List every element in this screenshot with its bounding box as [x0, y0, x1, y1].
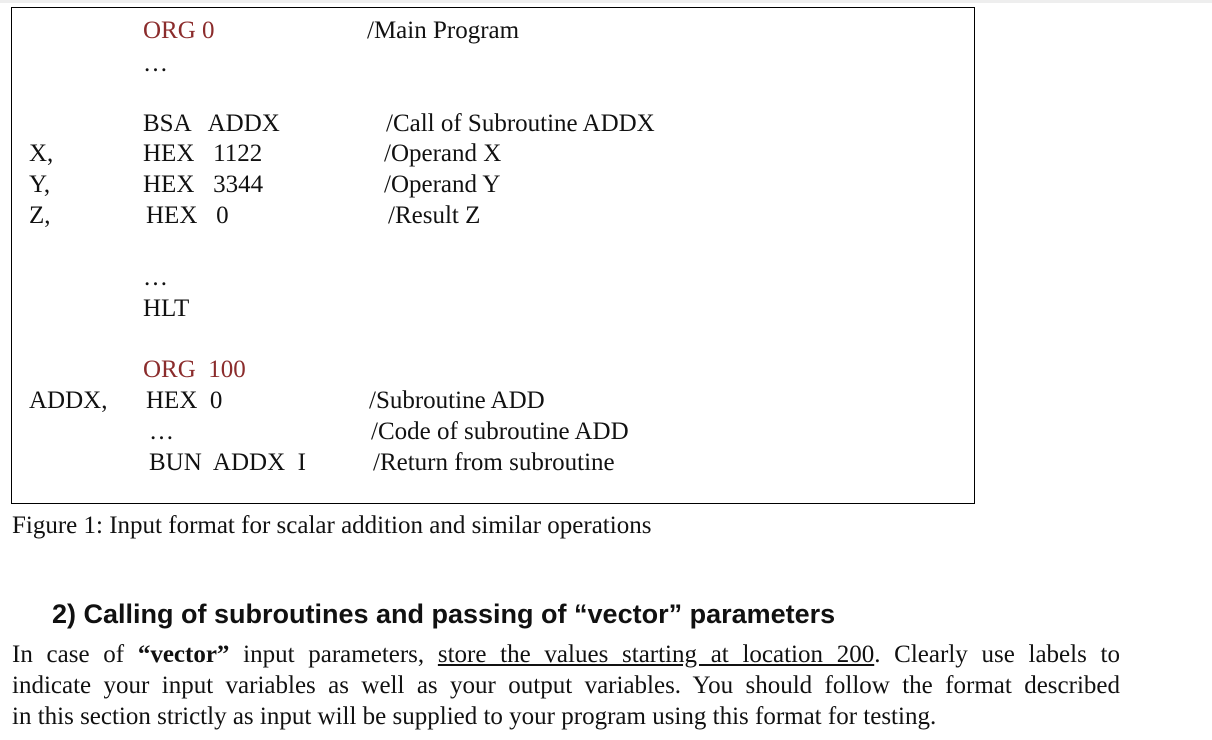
vector-bold-term: “vector”	[137, 641, 230, 668]
hex-addx-instruction: HEX 0	[146, 387, 223, 414]
label-x: X,	[29, 140, 54, 167]
operand-y-comment: /Operand Y	[384, 171, 501, 198]
underlined-instruction: store the values starting at location 200	[437, 641, 875, 668]
org-100-directive: ORG 100	[143, 356, 246, 383]
section-heading: 2) Calling of subroutines and passing of “vector” parameters	[52, 599, 836, 629]
return-comment: /Return from subroutine	[373, 449, 615, 476]
hlt-instruction: HLT	[143, 295, 190, 322]
label-z: Z,	[29, 202, 51, 229]
figure-caption: Figure 1: Input format for scalar addition and similar operations	[12, 512, 652, 539]
section-paragraph	[12, 639, 1120, 732]
result-z-comment: /Result Z	[388, 202, 481, 229]
hex-z-instruction: HEX 0	[146, 202, 229, 229]
ellipsis-3: …	[149, 418, 174, 445]
paragraph-line-1	[12, 639, 1120, 670]
ellipsis-2: …	[143, 264, 168, 291]
para-text-3: . Clearly use labels to	[874, 641, 1120, 668]
bsa-instruction: BSA ADDX	[143, 110, 280, 137]
paragraph-line-3: in this section strictly as input will be supplied to your program using this format for testing.	[12, 703, 937, 730]
paragraph-line-2: indicate your input variables as well as your output variables. You should follow the format described	[12, 672, 1120, 699]
label-addx: ADDX,	[29, 387, 108, 414]
label-y: Y,	[29, 171, 51, 198]
bsa-comment: /Call of Subroutine ADDX	[386, 110, 655, 137]
para-text-2: input parameters,	[229, 641, 438, 668]
hex-x-instruction: HEX 1122	[143, 140, 263, 167]
top-divider	[0, 0, 1212, 3]
main-program-comment: /Main Program	[367, 17, 520, 44]
code-of-subroutine-comment: /Code of subroutine ADD	[371, 418, 629, 445]
hex-y-instruction: HEX 3344	[143, 171, 264, 198]
ellipsis-1: …	[143, 50, 168, 77]
subroutine-add-comment: /Subroutine ADD	[369, 387, 545, 414]
operand-x-comment: /Operand X	[384, 140, 502, 167]
org-0-directive: ORG 0	[143, 17, 215, 44]
para-text-1: In case of	[12, 641, 138, 668]
bun-instruction: BUN ADDX I	[149, 449, 306, 476]
